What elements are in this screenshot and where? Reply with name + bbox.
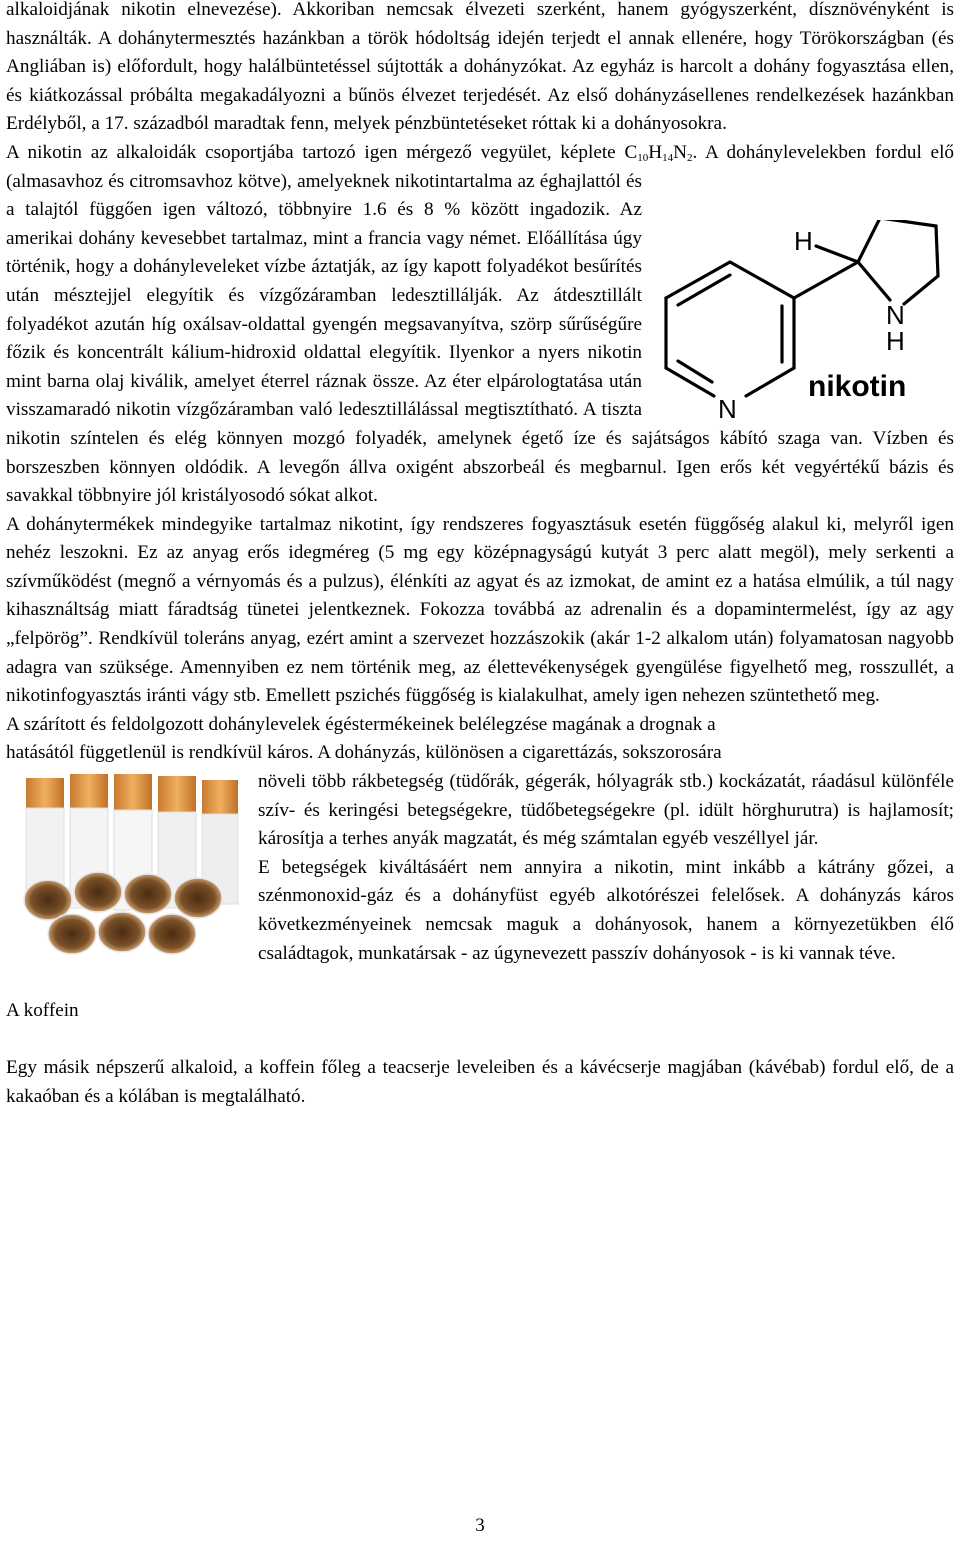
formula-sub-n: 2: [686, 151, 693, 164]
paragraph-harm: [6, 711, 954, 854]
cigarettes-photo: [6, 774, 248, 960]
paragraph-passive-smoking: E betegségek kiváltásáért nem annyira a nikotin, mint inkább a kátrány gőzei, a szénmonoxid-gáz és a dohányfüst egyéb alkotórészei felelősek. A dohányzás káros következményeinek nemcsak maguk a dohányosok, hanem a környezetükben élő családtagok, munkatársak - az úgynevezett passzív dohányosok - is ki vannak téve.: [258, 856, 954, 964]
atom-n-pyridine: N: [718, 393, 737, 424]
atom-h-top: H: [794, 225, 813, 256]
document-page: [6, 0, 954, 1111]
nicotine-formula-intro: A nikotin az alkaloidák csoportjába tartozó igen mérgező vegyület, képlete C: [6, 141, 638, 163]
spacer: [6, 1025, 954, 1054]
paragraph-caffeine: Egy másik népszerű alkaloid, a koffein főleg a teacserje leveleiben és a kávécserje magjában (kávébab) fordul elő, de a kakaóban és a kólában is megtalálható.: [6, 1056, 954, 1107]
cigarettes-icon: [6, 774, 248, 960]
paragraph-history: alkaloidjának nikotin elnevezése). Akkoriban nemcsak élvezeti szerként, hanem gyógyszerként, dísznövényként is használták. A dohánytermesztés hazánkban a török hódoltság idején terjedt el annak ellenére, hogy Törökországban (és Angliában is) előfordult, hogy halálbüntetéssel sújtották a dohányzókat. Az egyház is harcolt a dohány fogyasztása ellen, és kiátkozással próbálta megakadályozni a bűnös élvezet terjedését. Az első dohányzásellenes rendelkezések hazánkban Erdélyből, a 17. századból maradtak fenn, melyek pénzbüntetéseket róttak ki a dohányosokra.: [6, 0, 954, 135]
nicotine-paragraph-body: . A dohánylevelekben fordul elő (almasavhoz és citromsavhoz kötve), amelyeknek nikotintartalma az éghajlattól és a talajtól függően igen változó, többnyire 1.6 és 8 % között ingadozik. Az amerikai dohány kevesebbet tartalmaz, mint a francia vagy német. Előállítása úgy történik, hogy a dohányleveleket vízbe áztatják, az így kapott folyadékot besűrítés után mésztejjel elegyítik és vízgőzáramban ledesztillálják. Az átdesztillált folyadékot azután híg oxálsav-oldattal gyengén megsavanyítva, szörp sűrűségűre főzik és koncentrált kálium-hidroxid oldattal elegyítik. Ilyenkor a nyers nikotin mint barna olaj kiválik, amelyet éterrel ráznak össze. Az éter elpárologtatása után visszamaradó nikotin vízgőzáramban való ledesztillálással megtisztítható. A tiszta nikotin színtelen és elég könnyen mozgó folyadék, amelynek égető íze és sajátságos kábító szaga van. Vízben és borszeszben könnyen oldódik. A levegőn állva oxigént abszorbeál és megbarnul. Igen erős két vegyértékű bázis és savakkal többnyire jól kristályosodó sókat alkot.: [6, 141, 954, 507]
formula-h: H: [648, 141, 663, 163]
paragraph-dependence: A dohánytermékek mindegyike tartalmaz nikotint, így rendszeres fogyasztásuk esetén függőség alakul ki, melyről igen nehéz leszokni. Ez az anyag erős idegméreg (5 mg egy középnagyságú kutyát 3 perc alatt megöl), mely serkenti a szívműködést (megnő a vérnyomás és a pulzus), élénkíti az agyat és az izmokat, de amint ez a hatása elmúlik, a túl nagy kihasználtság miatt fáradtság tünetei jelentkeznek. Fokozza továbbá az adrenalin és a dopamintermelést, így az agy „felpörög”. Rendkívül toleráns anyag, ezért amint a szervezet hozzászokik (akár 1-2 alkalom után) folyamatosan nagyobb adagra van szüksége. Amennyiben ez nem történik meg, az élettevékenységek gyengülése figyelhető meg, rosszullét, a nikotinfogyasztás iránti vágy stb. Emellett pszichés függőség is kialakulhat, amely igen nehezen szüntethető meg.: [6, 513, 954, 707]
atom-n-ring: N: [886, 299, 905, 330]
spacer: [6, 968, 954, 997]
harm-line-1: A szárított és feldolgozott dohánylevelek égéstermékeinek belélegzése magának a drognak a: [6, 713, 716, 735]
formula-n: N: [673, 141, 687, 163]
formula-sub-h: 14: [662, 151, 674, 164]
nicotine-structure-icon: [654, 220, 954, 424]
heading-koffein: A koffein: [6, 999, 79, 1021]
paragraph-nicotine-chemistry: [6, 139, 954, 511]
harm-rest: növeli több rákbetegség (tüdőrák, gégerák, hólyagrák stb.) kockázatát, ráadásul különféle szív- és keringési betegségekre, tüdőbetegségekre (pl. idült hörghurutra) is hajlamosít; károsítja a terhes anyák magzatát, és még számtalan egyéb veszéllyel jár.: [258, 771, 954, 850]
nicotine-structure-figure: [654, 220, 954, 424]
harm-line-2: hatásától függetlenül is rendkívül káros. A dohányzás, különösen a cigarettázás, sokszorosára: [6, 742, 722, 764]
page-number: 3: [475, 1515, 485, 1536]
atom-h-ring: H: [886, 325, 905, 356]
formula-sub-c: 10: [637, 151, 649, 164]
nicotine-label: nikotin: [808, 369, 907, 403]
